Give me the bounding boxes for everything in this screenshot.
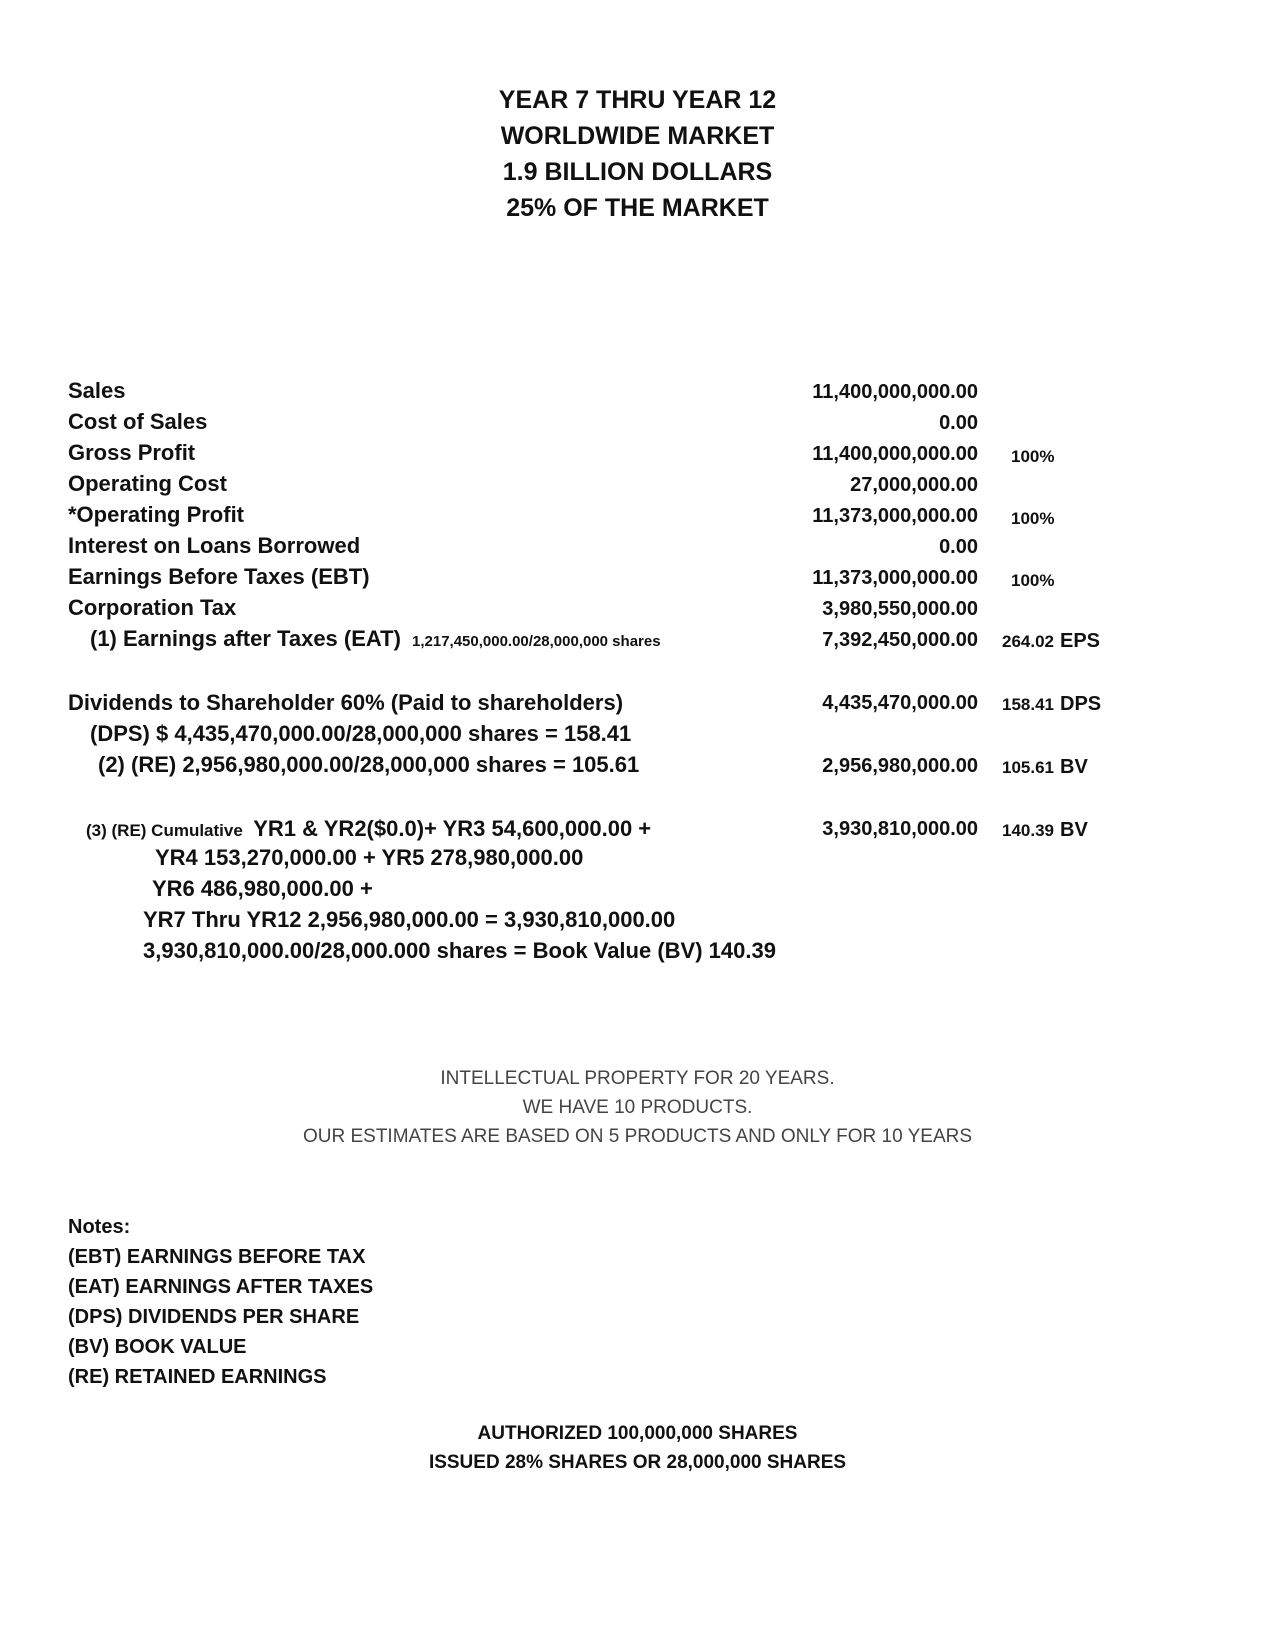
operating-cost-amount: 27,000,000.00	[850, 474, 978, 496]
notes-item: (EBT) EARNINGS BEFORE TAX	[68, 1246, 366, 1268]
interest-amount: 0.00	[939, 536, 978, 558]
cumulative-re-line-1	[86, 816, 651, 842]
operating-profit-label: *Operating Profit	[68, 502, 245, 527]
footer-authorized-shares: AUTHORIZED 100,000,000 SHARES	[477, 1423, 798, 1444]
operating-profit-amount: 11,373,000,000.00	[812, 505, 978, 527]
notes-item: (EAT) EARNINGS AFTER TAXES	[68, 1276, 374, 1298]
eat-note: 1,217,450,000.00/28,000,000 shares	[412, 633, 661, 650]
eat-amount: 7,392,450,000.00	[822, 629, 978, 651]
bv-tag: BV	[1060, 756, 1088, 778]
corporation-tax-amount: 3,980,550,000.00	[822, 598, 978, 620]
cumulative-line-3: YR6 486,980,000.00 +	[152, 876, 373, 901]
dps-calculation: (DPS) $ 4,435,470,000.00/28,000,000 shares = 158.41	[90, 721, 632, 746]
eps-value	[1002, 630, 1100, 653]
retained-earnings-amount: 2,956,980,000.00	[822, 755, 978, 777]
notes-item: (RE) RETAINED EARNINGS	[68, 1366, 327, 1388]
retained-earnings-label: (2) (RE) 2,956,980,000.00/28,000,000 shares = 105.61	[98, 752, 640, 777]
notes-title: Notes:	[68, 1216, 131, 1238]
cumulative-bv-tag: BV	[1060, 819, 1088, 841]
cumulative-bv-value	[1002, 819, 1088, 842]
dividends-label: Dividends to Shareholder 60% (Paid to shareholders)	[68, 690, 624, 715]
dps-tag: DPS	[1060, 693, 1102, 715]
cumulative-line-1: YR1 & YR2($0.0)+ YR3 54,600,000.00 +	[253, 816, 652, 841]
bv-value	[1002, 756, 1088, 779]
cumulative-re-amount: 3,930,810,000.00	[822, 818, 978, 840]
eps-tag: EPS	[1060, 630, 1101, 652]
dps-number: 158.41	[1002, 695, 1054, 714]
corporation-tax-label: Corporation Tax	[68, 595, 237, 620]
cost-of-sales-amount: 0.00	[939, 412, 978, 434]
cumulative-line-2: YR4 153,270,000.00 + YR5 278,980,000.00	[155, 845, 584, 870]
notes-item: (BV) BOOK VALUE	[68, 1336, 247, 1358]
ebt-amount: 11,373,000,000.00	[812, 567, 978, 589]
operating-profit-percent: 100%	[1011, 509, 1055, 528]
cumulative-line-5: 3,930,810,000.00/28,000.000 shares = Book Value (BV) 140.39	[143, 938, 776, 963]
bv-number: 105.61	[1002, 758, 1054, 777]
cumulative-line-4: YR7 Thru YR12 2,956,980,000.00 = 3,930,810,000.00	[143, 907, 676, 932]
cost-of-sales-label: Cost of Sales	[68, 409, 208, 434]
footer-issued-shares: ISSUED 28% SHARES OR 28,000,000 SHARES	[428, 1452, 847, 1473]
ip-note-line-3: OUR ESTIMATES ARE BASED ON 5 PRODUCTS AND ONLY FOR 10 YEARS	[302, 1126, 973, 1147]
dps-value	[1002, 693, 1101, 716]
header-line-4: 25% OF THE MARKET	[506, 194, 769, 222]
dividends-amount: 4,435,470,000.00	[822, 692, 978, 714]
sales-label: Sales	[68, 378, 126, 403]
gross-profit-percent: 100%	[1011, 447, 1055, 466]
cumulative-prefix: (3) (RE) Cumulative	[86, 821, 243, 840]
operating-cost-label: Operating Cost	[68, 471, 227, 496]
header-line-2: WORLDWIDE MARKET	[500, 122, 775, 150]
eat-label: (1) Earnings after Taxes (EAT)	[90, 626, 401, 651]
gross-profit-label: Gross Profit	[68, 440, 196, 465]
ip-note-line-1: INTELLECTUAL PROPERTY FOR 20 YEARS.	[440, 1068, 835, 1089]
notes-item: (DPS) DIVIDENDS PER SHARE	[68, 1306, 360, 1328]
eps-number: 264.02	[1002, 632, 1054, 651]
header-line-1: YEAR 7 THRU YEAR 12	[498, 86, 777, 114]
ebt-label: Earnings Before Taxes (EBT)	[68, 564, 370, 589]
cumulative-bv-number: 140.39	[1002, 821, 1054, 840]
gross-profit-amount: 11,400,000,000.00	[812, 443, 978, 465]
sales-amount: 11,400,000,000.00	[812, 381, 978, 403]
interest-label: Interest on Loans Borrowed	[68, 533, 361, 558]
ip-note-line-2: WE HAVE 10 PRODUCTS.	[522, 1097, 753, 1118]
header-line-3: 1.9 BILLION DOLLARS	[502, 158, 773, 186]
ebt-percent: 100%	[1011, 571, 1055, 590]
